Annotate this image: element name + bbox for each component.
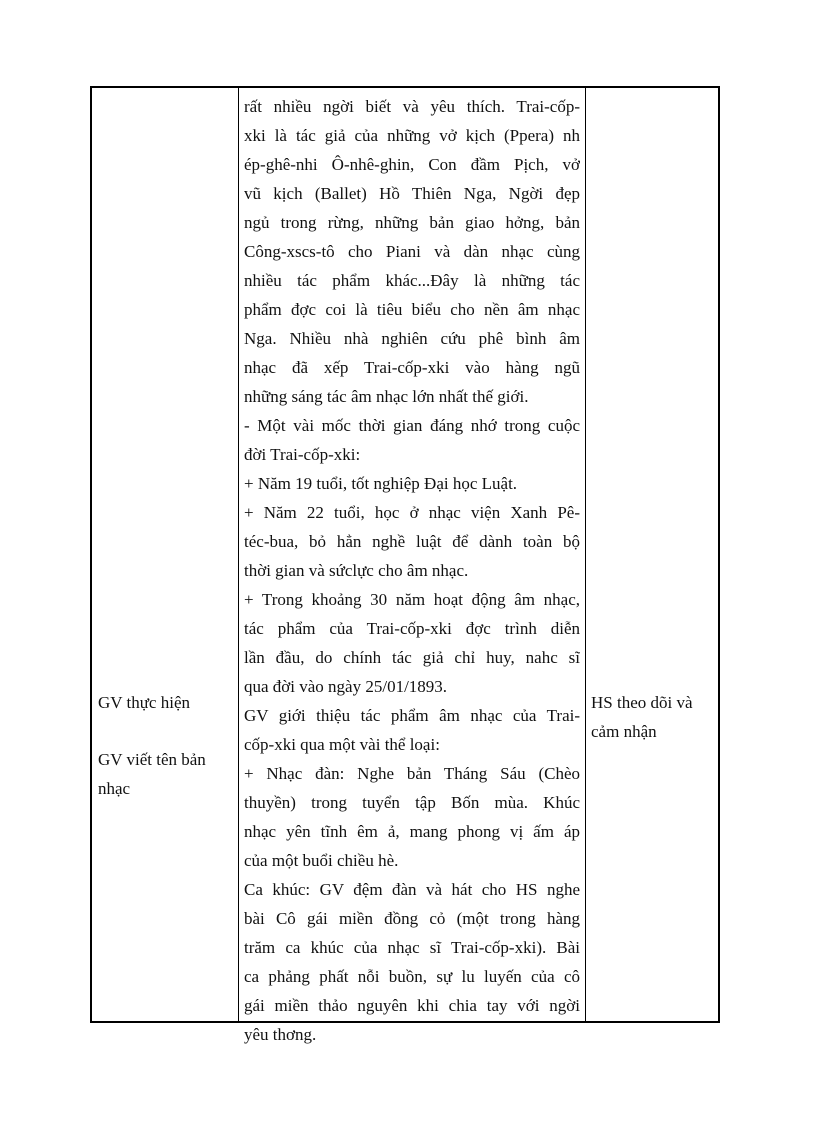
content-line: xki là tác giả của những vở kịch (Ppera) nh [244, 126, 580, 145]
content-line: Công-xscs-tô cho Piani và dàn nhạc cùng [244, 242, 580, 261]
student-activity-line: HS theo dõi và [591, 693, 693, 712]
student-activity-column [591, 688, 717, 746]
content-line: thuyền) trong tuyển tập Bốn mùa. Khúc [244, 793, 580, 812]
content-line: của một buổi chiều hè. [244, 851, 399, 870]
content-line: Nga. Nhiều nhà nghiên cứu phê bình âm [244, 329, 580, 348]
content-line: cốp-xki qua một vài thể loại: [244, 735, 440, 754]
content-line: gái miền thảo nguyên khi chia tay với ngời [244, 996, 580, 1015]
column-divider [585, 88, 586, 1021]
content-line: tác phẩm của Trai-cốp-xki đợc trình diễn [244, 619, 580, 638]
student-activity-line: cảm nhận [591, 722, 657, 741]
lesson-table [90, 86, 720, 1044]
content-line: thời gian và sứclực cho âm nhạc. [244, 561, 469, 580]
content-line: lần đầu, do chính tác giả chỉ huy, nahc sĩ [244, 648, 580, 667]
content-line: + Trong khoảng 30 năm hoạt động âm nhạc, [244, 590, 580, 609]
content-line: ca phảng phất nỗi buồn, sự lu luyến của cô [244, 967, 580, 986]
content-line: - Một vài mốc thời gian đáng nhớ trong cuộc [244, 416, 580, 435]
content-line: qua đời vào ngày 25/01/1893. [244, 677, 448, 696]
content-line: ngủ trong rừng, những bản giao hởng, bản [244, 213, 580, 232]
content-line: những sáng tác âm nhạc lớn nhất thế giới. [244, 387, 529, 406]
column-divider [238, 88, 239, 1021]
content-line: téc-bua, bỏ hẳn nghề luật để dành toàn bộ [244, 532, 580, 551]
teacher-action-item: GV thực hiện [98, 693, 190, 712]
teacher-action-item: GV viết tên bản [98, 750, 206, 769]
content-line: vũ kịch (Ballet) Hồ Thiên Nga, Ngời đẹp [244, 184, 580, 203]
content-line: trăm ca khúc của nhạc sĩ Trai-cốp-xki). Bài [244, 938, 580, 957]
content-line: nhiều tác phẩm khác...Đây là những tác [244, 271, 580, 290]
content-line: + Năm 19 tuổi, tốt nghiệp Đại học Luật. [244, 474, 518, 493]
content-line: phẩm đợc coi là tiêu biểu cho nền âm nhạc [244, 300, 580, 319]
content-line: ép-ghê-nhi Ô-nhê-ghin, Con đầm Pịch, vở [244, 155, 580, 174]
content-line: nhạc yên tĩnh êm ả, mang phong vị ấm áp [244, 822, 580, 841]
content-line: Ca khúc: GV đệm đàn và hát cho HS nghe [244, 880, 580, 899]
content-column [244, 92, 580, 1049]
content-line: rất nhiều ngời biết và yêu thích. Trai-cốp- [244, 97, 580, 116]
content-line: bài Cô gái miền đồng cỏ (một trong hàng [244, 909, 580, 928]
content-line: GV giới thiệu tác phẩm âm nhạc của Trai- [244, 706, 580, 725]
content-line: yêu thơng. [244, 1025, 317, 1044]
teacher-action-item: nhạc [98, 779, 131, 798]
content-line: + Năm 22 tuổi, học ở nhạc viện Xanh Pê- [244, 503, 580, 522]
content-line: + Nhạc đàn: Nghe bản Tháng Sáu (Chèo [244, 764, 580, 783]
content-line: đời Trai-cốp-xki: [244, 445, 361, 464]
content-line: nhạc đã xếp Trai-cốp-xki vào hàng ngũ [244, 358, 580, 377]
